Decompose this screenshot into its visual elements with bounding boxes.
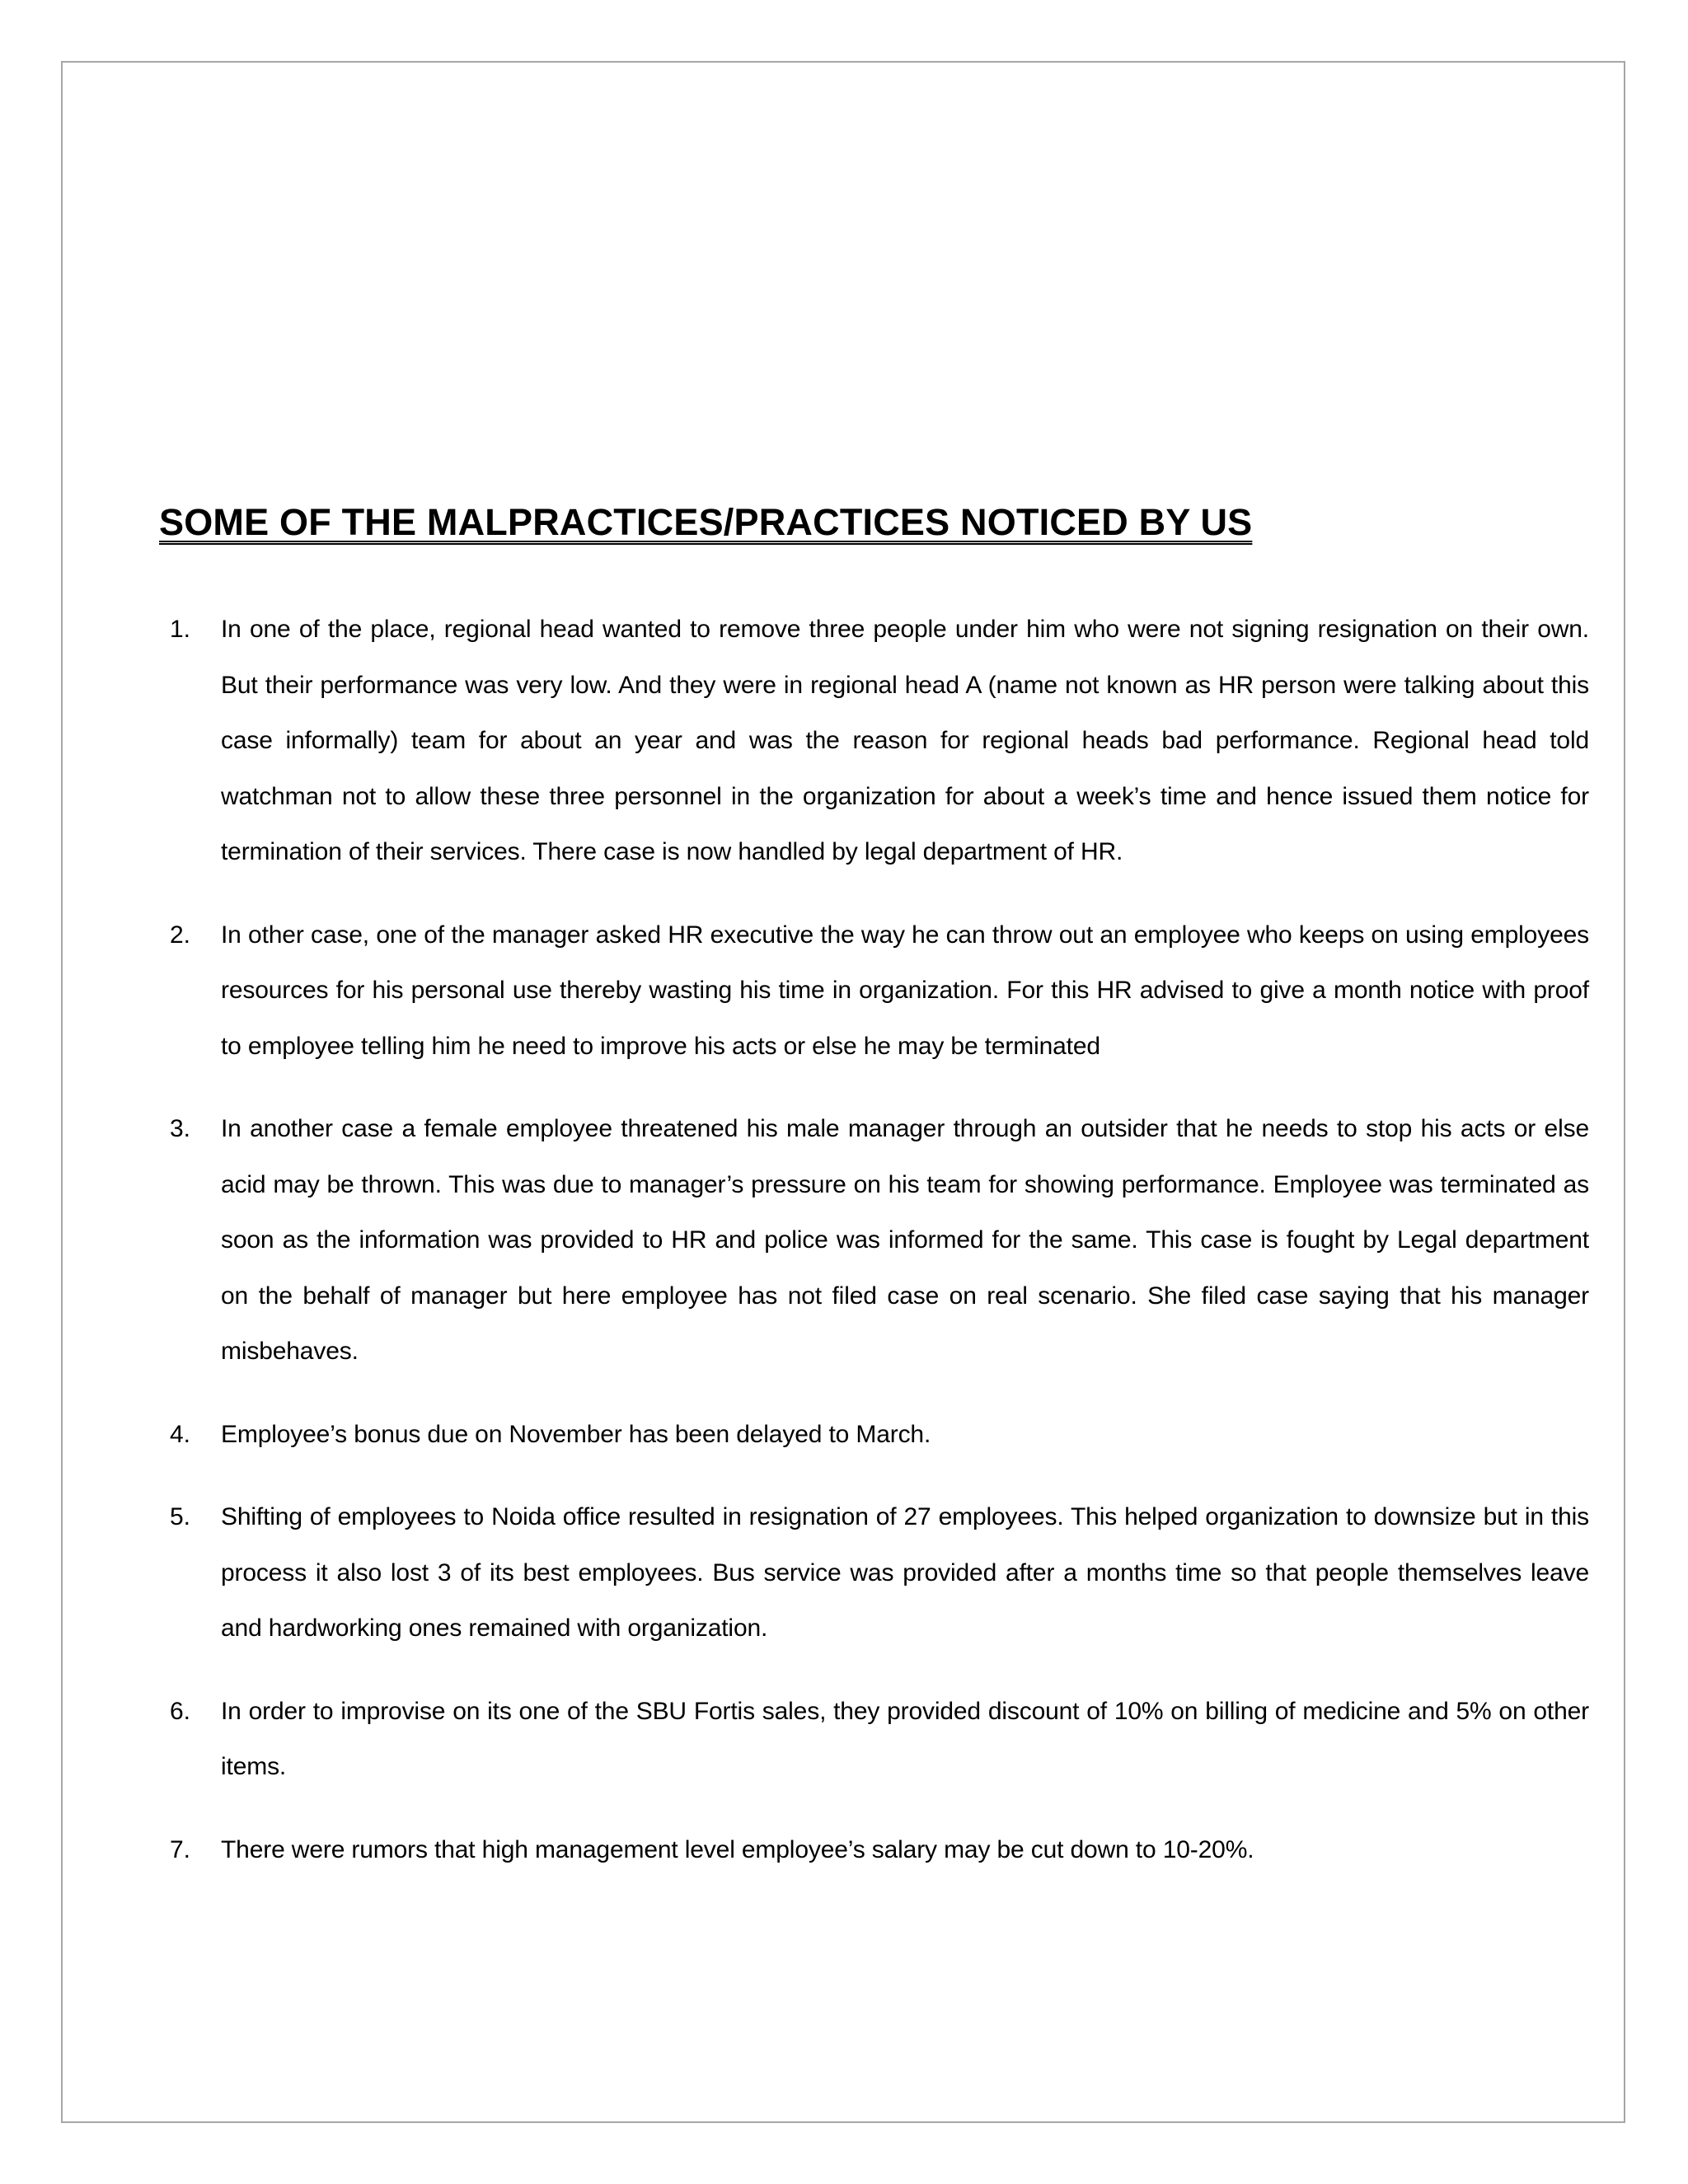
list-item-number: 7. [170, 1835, 191, 1863]
page-heading: SOME OF THE MALPRACTICES/PRACTICES NOTICED BY US [159, 501, 1253, 543]
list-item-text: In order to improvise on its one of the SBU Fortis sales, they provided discount of 10% on billing of medicine and 5% on other items. [221, 1697, 1589, 1780]
list-item [170, 1684, 1589, 1795]
list-item [170, 1101, 1589, 1380]
list-item-number: 1. [170, 616, 191, 643]
list-item [170, 1407, 1589, 1463]
list-item-number: 5. [170, 1503, 191, 1530]
malpractices-list [170, 602, 1589, 1905]
list-item-text: Shifting of employees to Noida office resulted in resignation of 27 employees. This helped organization to downsize but in this process it also lost 3 of its best employees. Bus service was provided after a months time so that people themselves leave and hardworking ones remained with organization. [221, 1503, 1589, 1642]
list-item-number: 2. [170, 921, 191, 949]
list-item-text: There were rumors that high management level employee’s salary may be cut down to 10-20%. [221, 1835, 1254, 1863]
list-item-number: 4. [170, 1420, 191, 1448]
list-item-text: In other case, one of the manager asked HR executive the way he can throw out an employee who keeps on using employees resources for his personal use thereby wasting his time in organization. For this HR advised to give a month notice with proof to employee telling him he need to improve his acts or else he may be terminated [221, 921, 1589, 1060]
list-item [170, 602, 1589, 880]
list-item [170, 1822, 1589, 1878]
list-item [170, 907, 1589, 1075]
list-item-text: In another case a female employee threatened his male manager through an outsider that he needs to stop his acts or else acid may be thrown. This was due to manager’s pressure on his team for showing performance. Employee was terminated as soon as the information was provided to HR and police was informed for the same. This case is fought by Legal department on the behalf of manager but here employee has not filed case on real scenario. She filed case saying that his manager misbehaves. [221, 1115, 1589, 1365]
list-item-number: 6. [170, 1697, 191, 1725]
list-item-text: Employee’s bonus due on November has been delayed to March. [221, 1420, 931, 1448]
list-item [170, 1489, 1589, 1657]
list-item-number: 3. [170, 1115, 191, 1142]
list-item-text: In one of the place, regional head wanted to remove three people under him who were not signing resignation on their own. But their performance was very low. And they were in regional head A (name not known as HR person were talking about this case informally) team for about an year and was the reason for regional heads bad performance. Regional head told watchman not to allow these three personnel in the organization for about a week’s time and hence issued them notice for termination of their services. There case is now handled by legal department of HR. [221, 616, 1589, 865]
